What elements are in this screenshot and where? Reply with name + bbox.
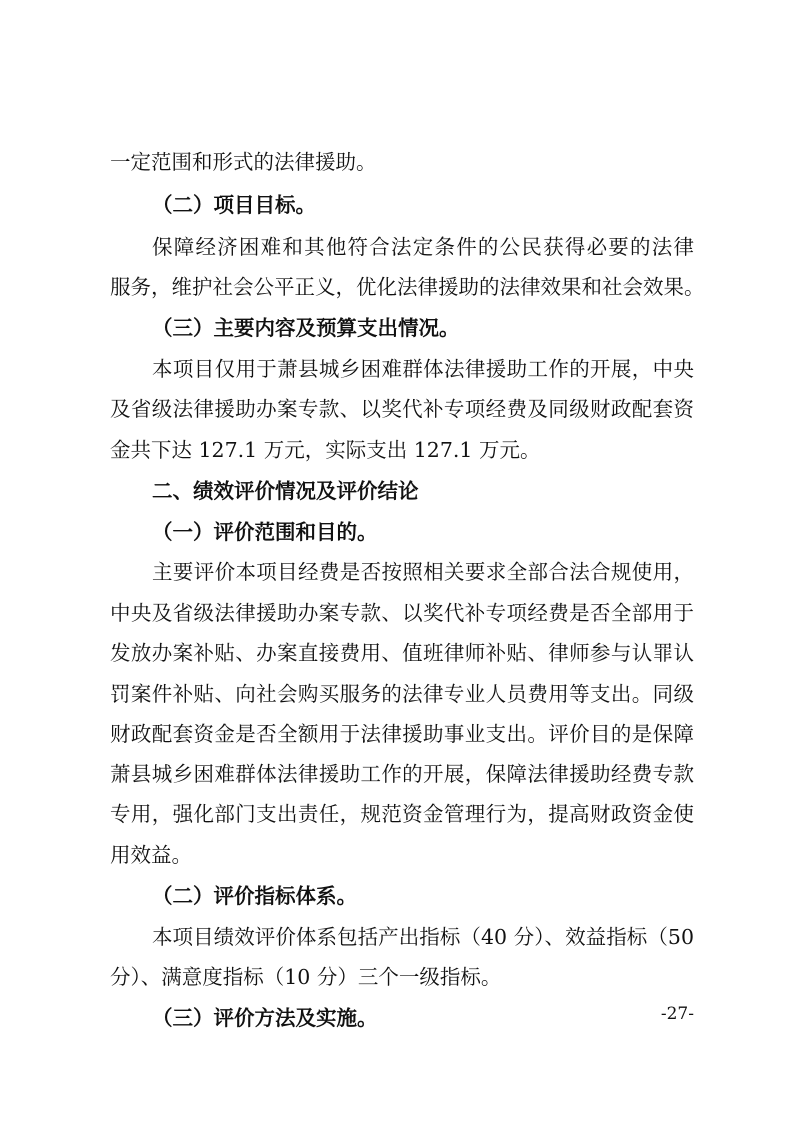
- paragraph-first-line: 主要评价本项目经费是否按照相关要求全部合法合规使用，: [152, 560, 694, 584]
- body-text-line: 一定范围和形式的法律援助。: [110, 150, 377, 174]
- body-text-line: 发放办案补贴、办案直接费用、值班律师补贴、律师参与认罪认: [110, 641, 694, 665]
- paragraph-first-line: 保障经济困难和其他符合法定条件的公民获得必要的法律: [152, 235, 694, 259]
- subsection-heading: （一）评价范围和目的。: [152, 520, 378, 544]
- body-text-line: 罚案件补贴、向社会购买服务的法律专业人员费用等支出。同级: [110, 682, 694, 706]
- paragraph-first-line: 本项目仅用于萧县城乡困难群体法律援助工作的开展，中央: [152, 357, 694, 381]
- subsection-heading: （二）项目目标。: [152, 193, 316, 217]
- body-text-line: 分）、满意度指标（10 分）三个一级指标。: [110, 965, 502, 989]
- body-text-line: 用效益。: [110, 843, 192, 867]
- body-text-line: 萧县城乡困难群体法律援助工作的开展，保障法律援助经费专款: [110, 762, 694, 786]
- body-text-line: 金共下达 127.1 万元，实际支出 127.1 万元。: [110, 438, 541, 462]
- page-number: -27-: [660, 1004, 694, 1024]
- paragraph-first-line: 本项目绩效评价体系包括产出指标（40 分）、效益指标（50: [152, 925, 694, 949]
- body-text-line: 中央及省级法律援助办案专款、以奖代补专项经费是否全部用于: [110, 601, 694, 625]
- subsection-heading: （三）评价方法及实施。: [152, 1006, 378, 1030]
- section-heading: 二、绩效评价情况及评价结论: [152, 479, 419, 503]
- body-text-line: 专用，强化部门支出责任，规范资金管理行为，提高财政资金使: [110, 802, 694, 826]
- subsection-heading: （三）主要内容及预算支出情况。: [152, 316, 460, 340]
- body-text-line: 服务，维护社会公平正义，优化法律援助的法律效果和社会效果。: [110, 275, 705, 299]
- body-text-line: 财政配套资金是否全额用于法律援助事业支出。评价目的是保障: [110, 722, 694, 746]
- subsection-heading: （二）评价指标体系。: [152, 884, 357, 908]
- body-text-line: 及省级法律援助办案专款、以奖代补专项经费及同级财政配套资: [110, 397, 694, 421]
